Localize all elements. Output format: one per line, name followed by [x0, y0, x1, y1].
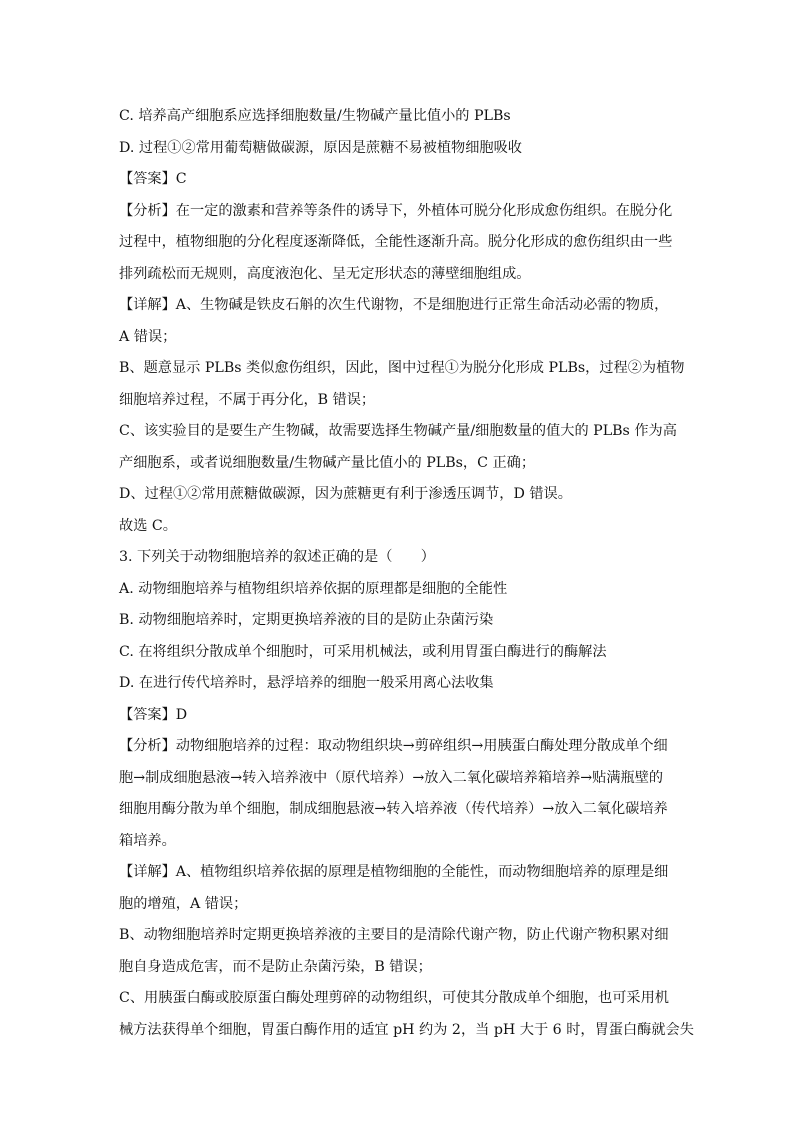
q3-analysis-line: 【分析】动物细胞培养的过程：取动物组织块→剪碎组织→用胰蛋白酶处理分散成单个细: [119, 738, 668, 754]
q2-detail-line: 产细胞系，或者说细胞数量/生物碱产量比值小的 PLBs，C 正确；: [119, 454, 536, 471]
q3-stem: 3. 下列关于动物细胞培养的叙述正确的是（ ）: [119, 549, 435, 565]
q2-detail-line: 故选 C。: [119, 517, 177, 534]
q2-detail-line: A 错误；: [119, 328, 177, 345]
q2-detail-line: 细胞培养过程，不属于再分化，B 错误；: [119, 391, 376, 408]
q3-analysis-line: 胞→制成细胞悬液→转入培养液中（原代培养）→放入二氧化碳培养箱培养→贴满瓶壁的: [119, 769, 664, 786]
q3-detail-line: 胞自身造成危害，而不是防止杂菌污染，B 错误；: [119, 958, 432, 975]
q3-analysis: [119, 731, 679, 857]
q2-option-d: D. 过程①②常用葡萄糖做碳源，原因是蔗糖不易被植物细胞吸收: [119, 139, 522, 156]
q3-option-d: D. 在进行传代培养时，悬浮培养的细胞一般采用离心法收集: [119, 675, 494, 691]
q2-detail-line: 【详解】A、生物碱是铁皮石斛的次生代谢物，不是细胞进行正常生命活动必需的物质，: [119, 297, 669, 313]
q2-detail-line: B、题意显示 PLBs 类似愈伤组织，因此，图中过程①为脱分化形成 PLBs，过程②为植物: [119, 360, 685, 376]
q2-analysis-line: 过程中，植物细胞的分化程度逐渐降低，全能性逐渐升高。脱分化形成的愈伤组织由一些: [119, 234, 673, 250]
q3-analysis-line: 箱培养。: [119, 832, 176, 849]
q3-answer: 【答案】D: [119, 706, 188, 723]
page-content: [119, 101, 694, 1046]
q2-detail-line: D、过程①②常用蔗糖做碳源，因为蔗糖更有利于渗透压调节，D 错误。: [119, 486, 572, 502]
q2-detail-line: C、该实验目的是要生产生物碱，故需要选择生物碱产量/细胞数量的值大的 PLBs 作为高: [119, 423, 677, 439]
q2-option-c: C. 培养高产细胞系应选择细胞数量/生物碱产量比值小的 PLBs: [119, 108, 511, 124]
q3-detail: [119, 857, 694, 1046]
q2-analysis-line: 【分析】在一定的激素和营养等条件的诱导下，外植体可脱分化形成愈伤组织。在脱分化: [119, 202, 673, 219]
q3-detail-line: 械方法获得单个细胞，胃蛋白酶作用的适宜 pH 约为 2，当 pH 大于 6 时，胃蛋白酶就会失: [119, 1021, 694, 1038]
q3-option-c: C. 在将组织分散成单个细胞时，可采用机械法，或利用胃蛋白酶进行的酶解法: [119, 643, 607, 660]
q3-detail-line: B、动物细胞培养时定期更换培养液的主要目的是清除代谢产物，防止代谢产物积累对细: [119, 927, 669, 943]
q3-analysis-line: 细胞用酶分散为单个细胞，制成细胞悬液→转入培养液（传代培养）→放入二氧化碳培养: [119, 801, 668, 817]
q2-answer: 【答案】C: [119, 171, 187, 187]
q3-option-b: B. 动物细胞培养时，定期更换培养液的目的是防止杂菌污染: [119, 612, 494, 628]
q3-detail-line: 胞的增殖，A 错误；: [119, 895, 248, 912]
q2-detail: [119, 290, 685, 542]
q3-detail-line: C、用胰蛋白酶或胶原蛋白酶处理剪碎的动物组织，可使其分散成单个细胞，也可采用机: [119, 990, 669, 1006]
q2-analysis-line: 排列疏松而无规则，高度液泡化、呈无定形状态的薄壁细胞组成。: [119, 265, 531, 282]
q3-detail-line: 【详解】A、植物组织培养依据的原理是植物细胞的全能性，而动物细胞培养的原理是细: [119, 864, 669, 880]
q3-option-a: A. 动物细胞培养与植物组织培养依据的原理都是细胞的全能性: [119, 580, 508, 597]
q2-analysis: [119, 196, 679, 291]
